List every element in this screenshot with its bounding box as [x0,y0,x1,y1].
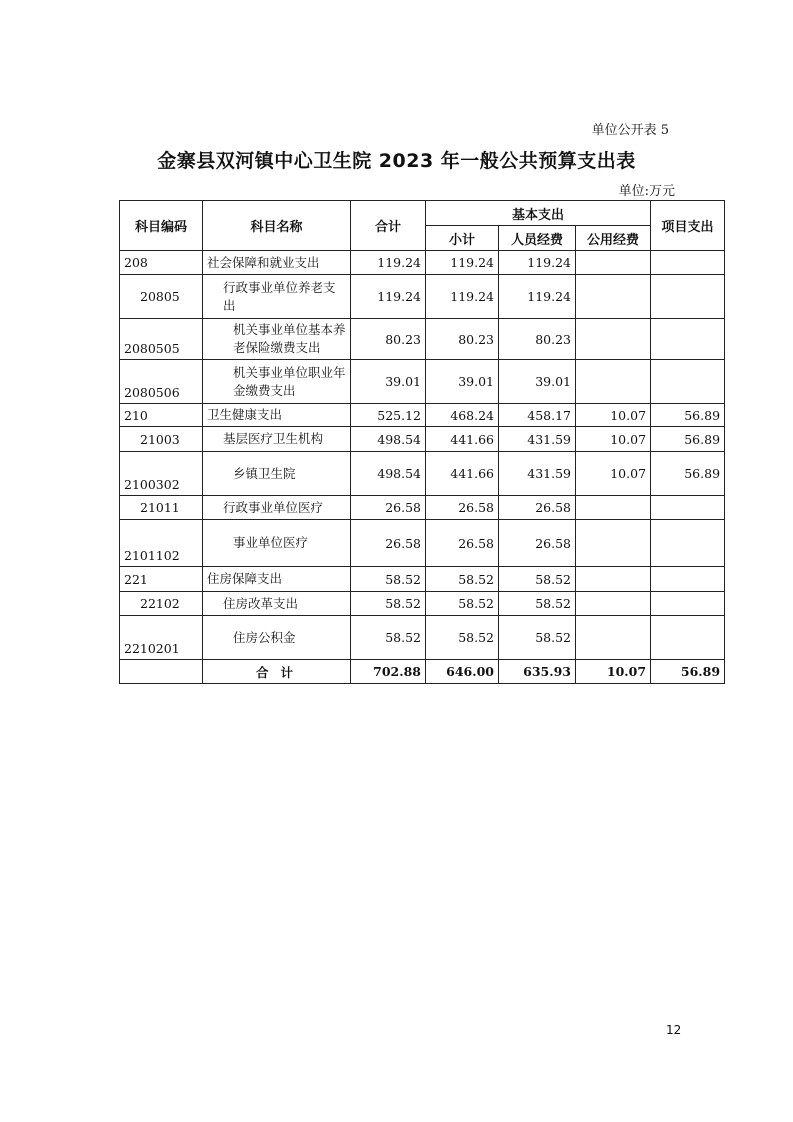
row-name: 住房改革支出 [203,592,351,616]
row-code: 2100302 [120,452,203,496]
row-public: 10.07 [576,452,651,496]
row-project [651,319,725,360]
row-total: 26.58 [351,496,426,520]
row-public [576,592,651,616]
total-personnel: 635.93 [499,660,576,684]
row-personnel: 58.52 [499,592,576,616]
row-name: 住房公积金 [203,616,351,660]
row-total: 80.23 [351,319,426,360]
row-project [651,251,725,275]
row-project [651,567,725,592]
page-title: 金寨县双河镇中心卫生院 2023 年一般公共预算支出表 [157,150,636,172]
table-row [120,616,725,660]
row-personnel: 119.24 [499,275,576,319]
row-name: 机关事业单位基本养老保险缴费支出 [203,319,351,360]
row-subtotal: 441.66 [426,427,499,452]
row-personnel: 26.58 [499,496,576,520]
row-project [651,616,725,660]
row-total: 58.52 [351,592,426,616]
row-total: 26.58 [351,520,426,567]
row-personnel: 119.24 [499,251,576,275]
row-project [651,360,725,404]
table-row [120,592,725,616]
row-name: 事业单位医疗 [203,520,351,567]
table-row [120,319,725,360]
table-row [120,520,725,567]
table-row [120,404,725,427]
row-total: 58.52 [351,567,426,592]
total-row [120,660,725,684]
row-personnel: 26.58 [499,520,576,567]
row-subtotal: 80.23 [426,319,499,360]
row-personnel: 431.59 [499,427,576,452]
row-subtotal: 58.52 [426,592,499,616]
table-row [120,251,725,275]
row-code: 21003 [120,427,203,452]
row-code: 2210201 [120,616,203,660]
row-subtotal: 441.66 [426,452,499,496]
row-name: 基层医疗卫生机构 [203,427,351,452]
row-project [651,520,725,567]
row-public [576,520,651,567]
row-code: 2101102 [120,520,203,567]
table-row [120,496,725,520]
row-personnel: 431.59 [499,452,576,496]
row-name: 机关事业单位职业年金缴费支出 [203,360,351,404]
total-label: 合计 [203,660,351,684]
row-name: 行政事业单位医疗 [203,496,351,520]
row-project [651,496,725,520]
table-row [120,567,725,592]
row-project [651,592,725,616]
row-subtotal: 58.52 [426,567,499,592]
header-personnel: 人员经费 [499,226,576,251]
row-total: 498.54 [351,452,426,496]
row-code: 208 [120,251,203,275]
row-total: 498.54 [351,427,426,452]
row-code: 20805 [120,275,203,319]
row-name: 住房保障支出 [203,567,351,592]
row-public [576,251,651,275]
total-code [120,660,203,684]
row-public [576,275,651,319]
budget-table [119,200,725,684]
row-personnel: 80.23 [499,319,576,360]
total-total: 702.88 [351,660,426,684]
row-name: 乡镇卫生院 [203,452,351,496]
header-subtotal: 小计 [426,226,499,251]
row-name: 社会保障和就业支出 [203,251,351,275]
unit-label: 单位:万元 [618,184,675,199]
row-subtotal: 58.52 [426,616,499,660]
header-public: 公用经费 [576,226,651,251]
row-subtotal: 468.24 [426,404,499,427]
row-personnel: 58.52 [499,616,576,660]
row-public [576,360,651,404]
header-basic: 基本支出 [426,201,651,226]
row-total: 525.12 [351,404,426,427]
row-code: 22102 [120,592,203,616]
row-public [576,319,651,360]
page-number: 12 [666,1023,682,1037]
row-total: 39.01 [351,360,426,404]
row-public: 10.07 [576,404,651,427]
row-subtotal: 119.24 [426,251,499,275]
total-project: 56.89 [651,660,725,684]
total-subtotal: 646.00 [426,660,499,684]
total-public: 10.07 [576,660,651,684]
row-name: 行政事业单位养老支出 [203,275,351,319]
table-number: 单位公开表 5 [591,123,669,138]
row-subtotal: 26.58 [426,520,499,567]
row-personnel: 58.52 [499,567,576,592]
row-total: 119.24 [351,275,426,319]
row-project: 56.89 [651,404,725,427]
row-total: 119.24 [351,251,426,275]
header-project: 项目支出 [651,201,725,251]
row-total: 58.52 [351,616,426,660]
table-row [120,275,725,319]
row-code: 210 [120,404,203,427]
header-name: 科目名称 [203,201,351,251]
row-public [576,496,651,520]
table-row [120,427,725,452]
row-code: 2080506 [120,360,203,404]
row-personnel: 39.01 [499,360,576,404]
row-code: 221 [120,567,203,592]
row-name: 卫生健康支出 [203,404,351,427]
row-subtotal: 39.01 [426,360,499,404]
row-public [576,567,651,592]
row-subtotal: 119.24 [426,275,499,319]
row-public [576,616,651,660]
header-total: 合计 [351,201,426,251]
row-personnel: 458.17 [499,404,576,427]
row-public: 10.07 [576,427,651,452]
row-code: 2080505 [120,319,203,360]
table-row [120,452,725,496]
row-subtotal: 26.58 [426,496,499,520]
header-code: 科目编码 [120,201,203,251]
row-project: 56.89 [651,452,725,496]
row-project [651,275,725,319]
row-code: 21011 [120,496,203,520]
table-row [120,360,725,404]
row-project: 56.89 [651,427,725,452]
